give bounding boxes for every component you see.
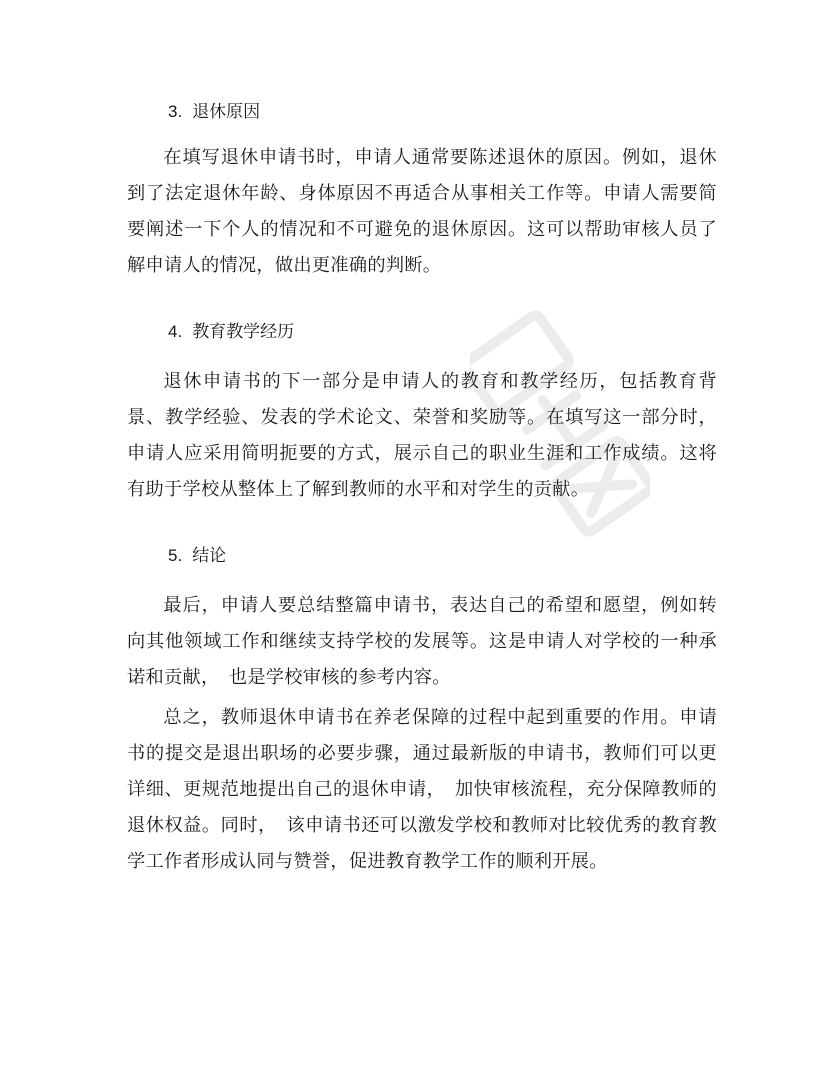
- section-4-heading: [168, 321, 294, 343]
- section-3-number: 3.: [168, 102, 183, 121]
- section-5-number: 5.: [168, 546, 183, 565]
- section-5-title: 结论: [192, 546, 227, 566]
- section-5-paragraph: 最后，申请人要总结整篇申请书，表达自己的希望和愿望，例如转向其他领域工作和继续支持学校的发展等。这是申请人对学校的一种承诺和贡献， 也是学校审核的参考内容。: [127, 595, 717, 688]
- section-4-number: 4.: [168, 322, 183, 341]
- section-4-title: 教育教学经历: [192, 322, 295, 342]
- section-3-heading: [168, 101, 260, 123]
- summary-paragraph: 总之，教师退休申请书在养老保障的过程中起到重要的作用。申请书的提交是退出职场的必要步骤，通过最新版的申请书，教师们可以更详细、更规范地提出自己的退休申请， 加快审核流程，充分保障教师的退休权益。同时， 该申请书还可以激发学校和教师对比较优秀的教育教学工作者形成认同与赞誉，促进教育教学工作的顺利开展。: [127, 707, 717, 872]
- section-5-heading: [168, 545, 226, 567]
- section-3-paragraph: 在填写退休申请书时，申请人通常要陈述退休的原因。例如，退休到了法定退休年龄、身体原因不再适合从事相关工作等。申请人需要简要阐述一下个人的情况和不可避免的退休原因。这可以帮助审核人员了解申请人的情况，做出更准确的判断。: [127, 147, 717, 276]
- section-4-paragraph: 退休申请书的下一部分是申请人的教育和教学经历，包括教育背景、教学经验、发表的学术论文、荣誉和奖励等。在填写这一部分时，申请人应采用简明扼要的方式，展示自己的职业生涯和工作成绩。这将有助于学校从整体上了解到教师的水平和对学生的贡献。: [127, 371, 717, 500]
- section-3-title: 退休原因: [192, 102, 261, 122]
